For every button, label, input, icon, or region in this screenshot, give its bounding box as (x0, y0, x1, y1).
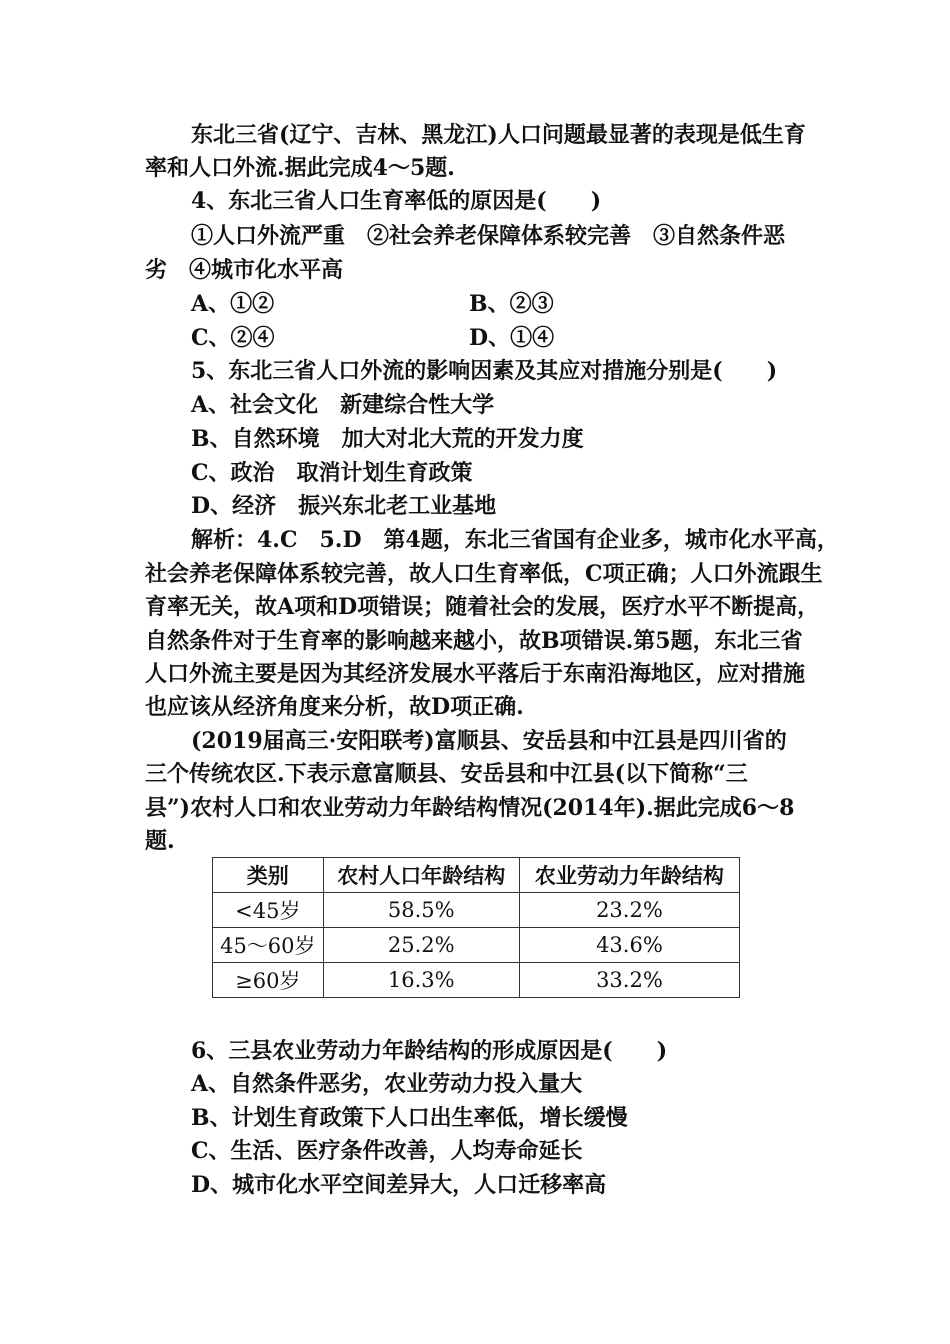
table-cell: 45～60岁 (213, 928, 324, 963)
intro-paragraph-line: (2019届高三·安阳联考)富顺县、安岳县和中江县是四川省的 (191, 728, 787, 754)
intro-paragraph-line: 三个传统农区.下表示意富顺县、安岳县和中江县(以下简称“三 (145, 761, 748, 787)
table-row (213, 893, 740, 928)
question-4-option-d: D、①④ (469, 325, 555, 351)
table-header-cell: 农村人口年龄结构 (323, 858, 519, 893)
question-6-option-c: C、生活、医疗条件改善，人均寿命延长 (191, 1138, 583, 1164)
table-row (213, 963, 740, 998)
question-5-option-c: C、政治 取消计划生育政策 (191, 460, 473, 486)
table-cell: 23.2% (519, 893, 739, 928)
question-5-option-d: D、经济 振兴东北老工业基地 (191, 493, 497, 519)
question-4-items: ①人口外流严重 ②社会养老保障体系较完善 ③自然条件恶 (191, 223, 786, 249)
age-structure-table (212, 857, 740, 998)
table-cell: <45岁 (213, 893, 324, 928)
table-cell: 43.6% (519, 928, 739, 963)
analysis-line: 自然条件对于生育率的影响越来越小，故B项错误.第5题，东北三省 (145, 628, 803, 654)
question-6-stem: 6、三县农业劳动力年龄结构的形成原因是( ) (191, 1038, 668, 1064)
question-4-items: 劣 ④城市化水平高 (145, 257, 344, 283)
question-6-option-a: A、自然条件恶劣，农业劳动力投入量大 (191, 1071, 583, 1097)
table-header-cell: 农业劳动力年龄结构 (519, 858, 739, 893)
table-cell: 33.2% (519, 963, 739, 998)
question-5-stem: 5、东北三省人口外流的影响因素及其应对措施分别是( ) (191, 358, 778, 384)
analysis-line: 育率无关，故A项和D项错误；随着社会的发展，医疗水平不断提高， (145, 594, 820, 620)
question-5-option-a: A、社会文化 新建综合性大学 (191, 392, 495, 418)
table-row (213, 928, 740, 963)
table-header-row (213, 858, 740, 893)
question-4-option-a: A、①② (191, 291, 275, 317)
analysis-line: 人口外流主要是因为其经济发展水平落后于东南沿海地区，应对措施 (145, 661, 806, 687)
intro-paragraph-line: 县”)农村人口和农业劳动力年龄结构情况(2014年).据此完成6～8 (145, 795, 795, 821)
intro-paragraph-line: 题. (145, 828, 175, 854)
analysis-line: 解析：4.C 5.D 第4题，东北三省国有企业多，城市化水平高， (191, 527, 839, 553)
question-5-option-b: B、自然环境 加大对北大荒的开发力度 (191, 426, 584, 452)
intro-paragraph-line: 东北三省(辽宁、吉林、黑龙江)人口问题最显著的表现是低生育 (191, 122, 806, 148)
question-6-option-d: D、城市化水平空间差异大，人口迁移率高 (191, 1172, 607, 1198)
analysis-line: 社会养老保障体系较完善，故人口生育率低，C项正确；人口外流跟生 (145, 561, 823, 587)
table-cell: ≥60岁 (213, 963, 324, 998)
table-cell: 25.2% (323, 928, 519, 963)
analysis-line: 也应该从经济角度来分析，故D项正确. (145, 694, 524, 720)
question-4-stem: 4、东北三省人口生育率低的原因是( ) (191, 188, 602, 214)
question-4-option-c: C、②④ (191, 325, 275, 351)
table-cell: 58.5% (323, 893, 519, 928)
intro-paragraph-line: 率和人口外流.据此完成4～5题. (145, 155, 455, 181)
question-4-option-b: B、②③ (469, 291, 554, 317)
question-6-option-b: B、计划生育政策下人口出生率低，增长缓慢 (191, 1105, 628, 1131)
table-cell: 16.3% (323, 963, 519, 998)
table-header-cell: 类别 (213, 858, 324, 893)
